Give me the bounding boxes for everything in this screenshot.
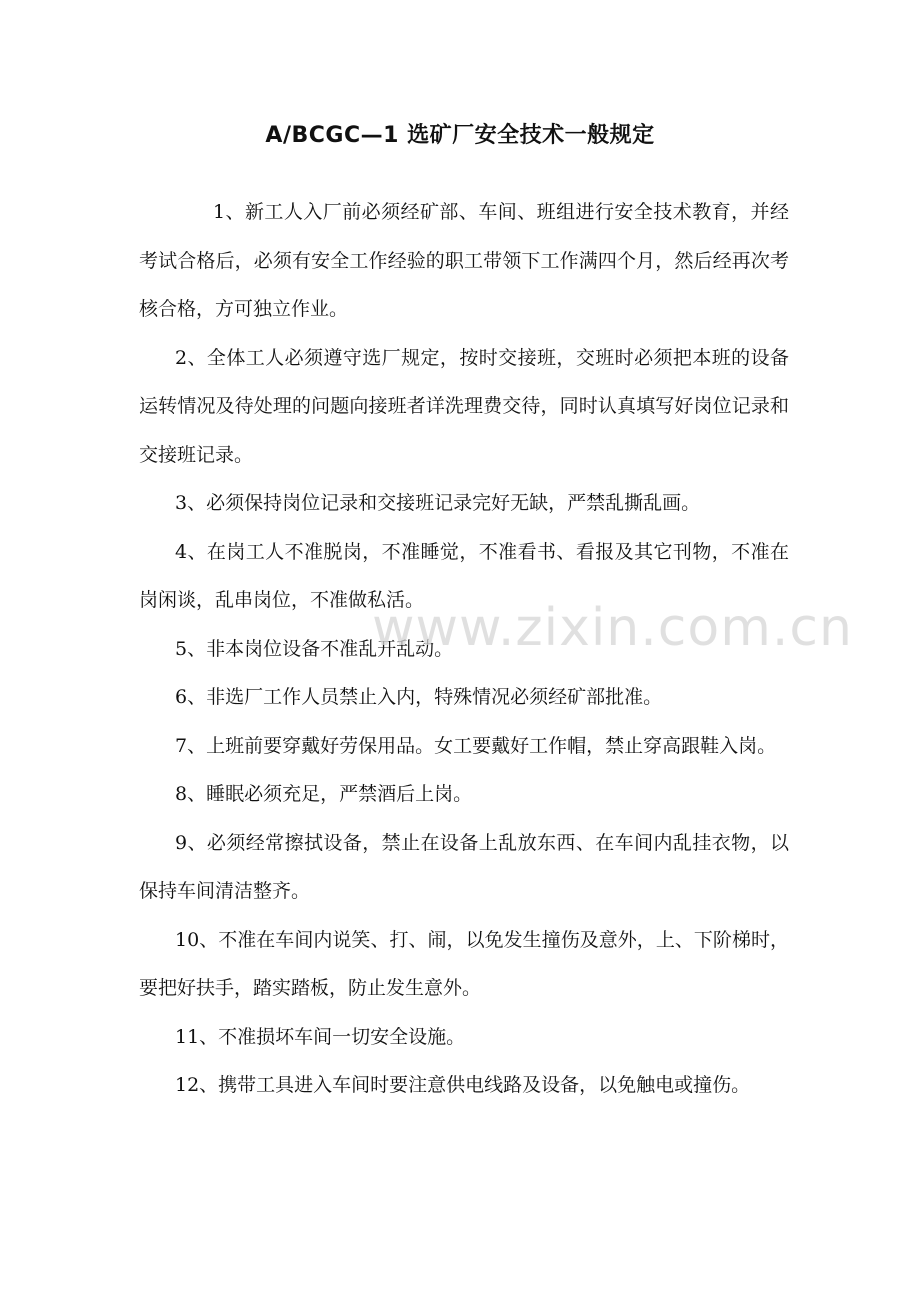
document-body [139,188,789,1110]
paragraph-8: 8、睡眠必须充足，严禁酒后上岗。 [175,783,473,805]
paragraph-3: 3、必须保持岗位记录和交接班记录完好无缺，严禁乱撕乱画。 [175,492,701,514]
paragraph-10: 10、不准在车间内说笑、打、闹，以免发生撞伤及意外，上、下阶梯时，要把好扶手，踏实踏板，防止发生意外。 [139,928,789,999]
paragraph-9: 9、必须经常擦拭设备，禁止在设备上乱放东西、在车间内乱挂衣物，以保持车间清洁整齐。 [139,831,789,902]
paragraph-5: 5、非本岗位设备不准乱开乱动。 [175,637,454,660]
document-title: A/BCGC—1 选矿厂安全技术一般规定 [265,123,655,148]
watermark: www.zixin.com.cn [372,598,853,658]
paragraph-7: 7、上班前要穿戴好劳保用品。女工要戴好工作帽，禁止穿高跟鞋入岗。 [175,734,777,757]
paragraph-11: 11、不准损坏车间一切安全设施。 [175,1025,466,1048]
paragraph-6: 6、非选厂工作人员禁止入内，特殊情况必须经矿部批准。 [175,686,663,708]
paragraph-12: 12、携带工具进入车间时要注意供电线路及设备，以免触电或撞伤。 [175,1074,751,1096]
paragraph-4: 4、在岗工人不准脱岗，不准睡觉，不准看书、看报及其它刊物，不准在岗闲谈，乱串岗位，不准做私活。 [139,540,789,611]
paragraph-1: 1、新工人入厂前必须经矿部、车间、班组进行安全技术教育，并经考试合格后，必须有安全工作经验的职工带领下工作满四个月，然后经再次考核合格，方可独立作业。 [139,201,789,320]
paragraph-2: 2、全体工人必须遵守选厂规定，按时交接班，交班时必须把本班的设备运转情况及待处理的问题向接班者详洗理费交待，同时认真填写好岗位记录和交接班记录。 [139,346,789,466]
